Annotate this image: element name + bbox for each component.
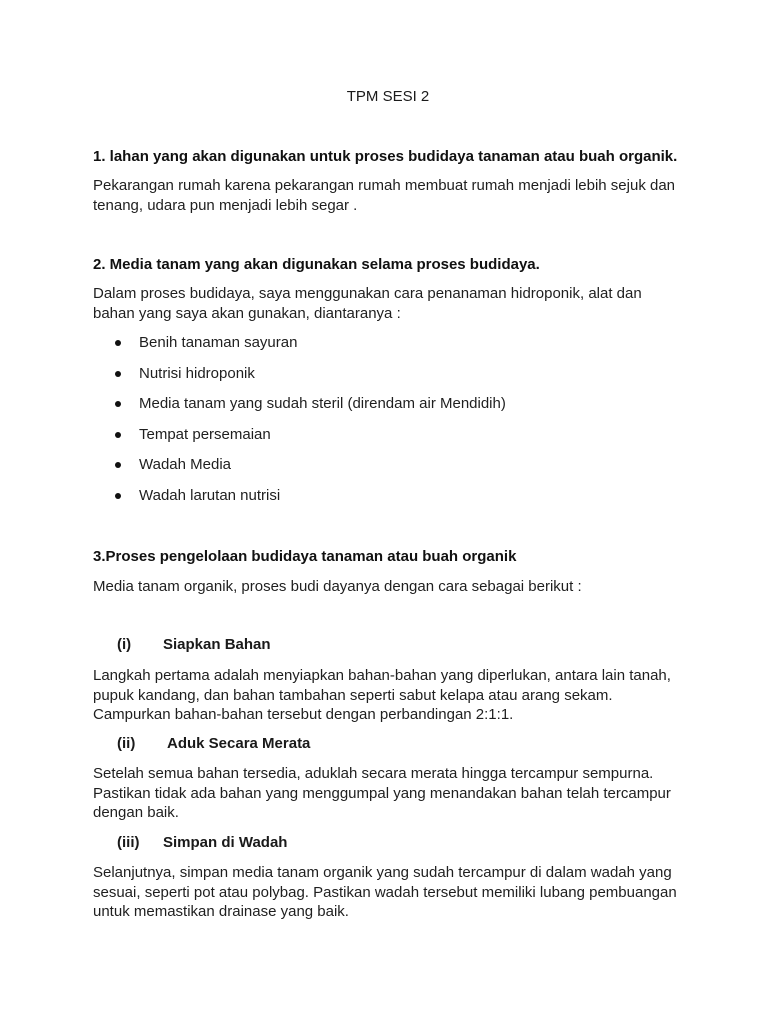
section-3-intro: Media tanam organik, proses budi dayanya dengan cara sebagai berikut : — [93, 578, 582, 595]
bullet-icon — [115, 493, 121, 499]
bullet-icon — [115, 432, 121, 438]
materials-list — [93, 333, 506, 517]
list-item: Tempat persemaian — [93, 425, 506, 456]
step-1-body: Langkah pertama adalah menyiapkan bahan-bahan yang diperlukan, antara lain tanah, pupuk kandang, dan bahan tambahan seperti sabut kelapa atau arang sekam. Campurkan bahan-bahan tersebut dengan perbandingan 2:1:1. — [93, 667, 671, 723]
bullet-icon — [115, 401, 121, 407]
list-item: Benih tanaman sayuran — [93, 333, 506, 364]
page-title: TPM SESI 2 — [346, 88, 430, 105]
step-number: (iii) — [117, 834, 140, 851]
section-1-body: Pekarangan rumah karena pekarangan rumah membuat rumah menjadi lebih sejuk dan tenang, udara pun menjadi lebih segar . — [93, 177, 676, 214]
list-item: Media tanam yang sudah steril (direndam air Mendidih) — [93, 394, 506, 425]
step-3-heading — [117, 834, 287, 851]
step-title: Aduk Secara Merata — [167, 735, 311, 752]
section-2-heading: 2. Media tanam yang akan digunakan selama proses budidaya. — [93, 256, 540, 273]
bullet-icon — [115, 371, 121, 377]
section-1-heading: 1. lahan yang akan digunakan untuk proses budidaya tanaman atau buah organik. — [93, 148, 678, 165]
step-2-body: Setelah semua bahan tersedia, aduklah secara merata hingga tercampur sempurna. Pastikan tidak ada bahan yang menggumpal yang menandakan bahan telah tercampur dengan baik. — [93, 765, 671, 821]
section-2-body: Dalam proses budidaya, saya menggunakan cara penanaman hidroponik, alat dan bahan yang saya akan gunakan, diantaranya : — [93, 285, 642, 322]
step-1-heading — [117, 636, 271, 653]
list-item: Wadah Media — [93, 455, 506, 486]
step-3-body: Selanjutnya, simpan media tanam organik yang sudah tercampur di dalam wadah yang sesuai, seperti pot atau polybag. Pastikan wadah tersebut memiliki lubang pembuangan untuk memastikan drainase yang baik. — [93, 864, 677, 920]
step-number: (i) — [117, 636, 132, 653]
bullet-icon — [115, 462, 121, 468]
list-item: Wadah larutan nutrisi — [93, 486, 506, 517]
step-2-heading — [117, 735, 310, 752]
section-3-heading: 3.Proses pengelolaan budidaya tanaman atau buah organik — [93, 548, 517, 565]
step-number: (ii) — [117, 735, 136, 752]
list-item: Nutrisi hidroponik — [93, 364, 506, 395]
step-title: Simpan di Wadah — [163, 834, 288, 851]
step-title: Siapkan Bahan — [163, 636, 271, 653]
bullet-icon — [115, 340, 121, 346]
